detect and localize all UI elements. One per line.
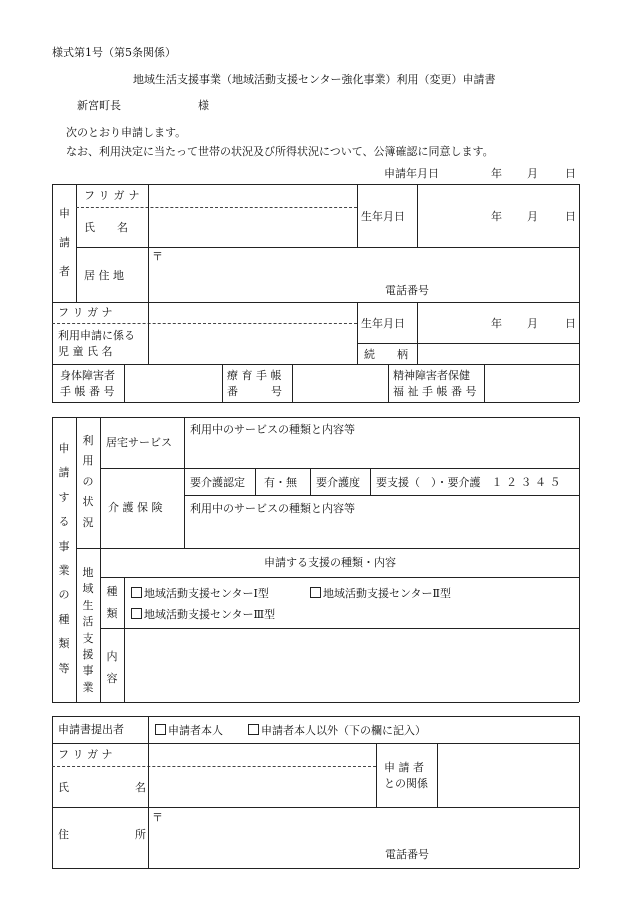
applicant-furigana-label: フリガナ <box>84 189 144 202</box>
usage-status-label: 利 用 の 状 況 <box>82 434 94 529</box>
application-date-label: 申請年月日 <box>384 167 439 180</box>
mental-handbook-label-1: 精神障害者保健 <box>393 369 470 382</box>
program-label: 地 域 生 活 支 援 事 業 <box>82 566 94 694</box>
relation-label-2: との関係 <box>384 777 428 790</box>
submitter-phone-label: 電話番号 <box>385 848 429 861</box>
applicant-side-label-1: 申 <box>59 207 70 220</box>
intro-line-1: 次のとおり申請します。 <box>66 126 187 139</box>
applicant-dob-year: 年 <box>491 210 502 223</box>
option-center-type-1[interactable]: 地域活動支援センターⅠ型 <box>131 587 269 599</box>
form-title: 地域生活支援事業（地域活動支援センター強化事業）利用（変更）申請書 <box>133 73 496 86</box>
submitter-name-label: 氏 名 <box>58 781 146 794</box>
applicant-name-label: 氏 名 <box>84 221 128 234</box>
intro-line-2: なお、利用決定に当たって世帯の状況及び所得状況について、公簿確認に同意します。 <box>66 145 494 158</box>
physical-handbook-label-1: 身体障害者 <box>60 369 115 382</box>
applicant-dob-label: 生年月日 <box>361 210 405 223</box>
submitter-option-self[interactable]: 申請者本人 <box>155 724 223 736</box>
checkbox-icon[interactable] <box>248 724 259 735</box>
child-dob-label: 生年月日 <box>361 317 405 330</box>
submitter-postal-mark: 〒 <box>152 811 163 824</box>
applicant-side-label-3: 者 <box>59 265 70 278</box>
application-date-year: 年 <box>491 167 502 180</box>
content-label: 内 容 <box>106 650 118 686</box>
applicant-phone-label: 電話番号 <box>385 284 429 297</box>
care-level-label: 要介護度 <box>316 476 360 489</box>
care-level-value[interactable]: 要支援（ ）・要介護 １ ２ ３ ４ ５ <box>376 476 561 489</box>
application-date-month: 月 <box>527 167 538 180</box>
child-relation-label: 続 柄 <box>364 348 408 361</box>
submitter-label: 申請書提出者 <box>58 723 124 736</box>
child-label-1: 利用申請に係る <box>58 329 135 342</box>
applicant-dob-day: 日 <box>565 210 576 223</box>
care-insurance-label: 介 護 保 険 <box>108 501 163 514</box>
honorific: 様 <box>198 99 209 112</box>
applicant-address-label: 居 住 地 <box>84 269 124 282</box>
applicant-side-label-2: 請 <box>59 236 70 249</box>
option-center-type-2[interactable]: 地域活動支援センターⅡ型 <box>310 587 451 599</box>
applicant-postal-mark: 〒 <box>152 250 163 263</box>
type-label: 種 類 <box>106 585 118 621</box>
child-dob-month: 月 <box>527 317 538 330</box>
addressee: 新宮町長 <box>77 99 121 112</box>
application-date-day: 日 <box>565 167 576 180</box>
submitter-option-other[interactable]: 申請者本人以外（下の欄に記入） <box>248 724 426 736</box>
physical-handbook-label-2: 手 帳 番 号 <box>60 385 115 398</box>
checkbox-icon[interactable] <box>131 587 142 598</box>
applicant-dob-month: 月 <box>527 210 538 223</box>
form-number: 様式第1号（第5条関係） <box>52 46 176 59</box>
checkbox-icon[interactable] <box>131 608 142 619</box>
care-cert-label: 要介護認定 <box>190 476 245 489</box>
support-type-header: 申請する支援の種類・内容 <box>264 556 396 569</box>
mental-handbook-label-2: 福 祉 手 帳 番 号 <box>393 385 477 398</box>
ryoiku-handbook-label-1: 療 育 手 帳 <box>227 369 282 382</box>
relation-label-1: 申 請 者 <box>384 761 424 774</box>
checkbox-icon[interactable] <box>310 587 321 598</box>
services-in-use-label: 利用中のサービスの種類と内容等 <box>190 423 355 436</box>
child-furigana-label: フ リ ガ ナ <box>58 306 113 319</box>
care-cert-yes-no[interactable]: 有・無 <box>264 476 297 489</box>
service-side-label: 申 請 す る 事 業 の 種 類 等 <box>58 442 70 675</box>
ryoiku-handbook-label-2: 番 号 <box>227 385 282 398</box>
checkbox-icon[interactable] <box>155 724 166 735</box>
services-in-use-label-2: 利用中のサービスの種類と内容等 <box>190 502 355 515</box>
submitter-furigana-label: フ リ ガ ナ <box>58 748 113 761</box>
option-center-type-3[interactable]: 地域活動支援センターⅢ型 <box>131 608 275 620</box>
submitter-address-label: 住 所 <box>58 828 146 841</box>
child-dob-year: 年 <box>491 317 502 330</box>
child-dob-day: 日 <box>565 317 576 330</box>
child-label-2: 児 童 氏 名 <box>58 345 113 358</box>
home-service-label: 居宅サービス <box>106 436 172 449</box>
